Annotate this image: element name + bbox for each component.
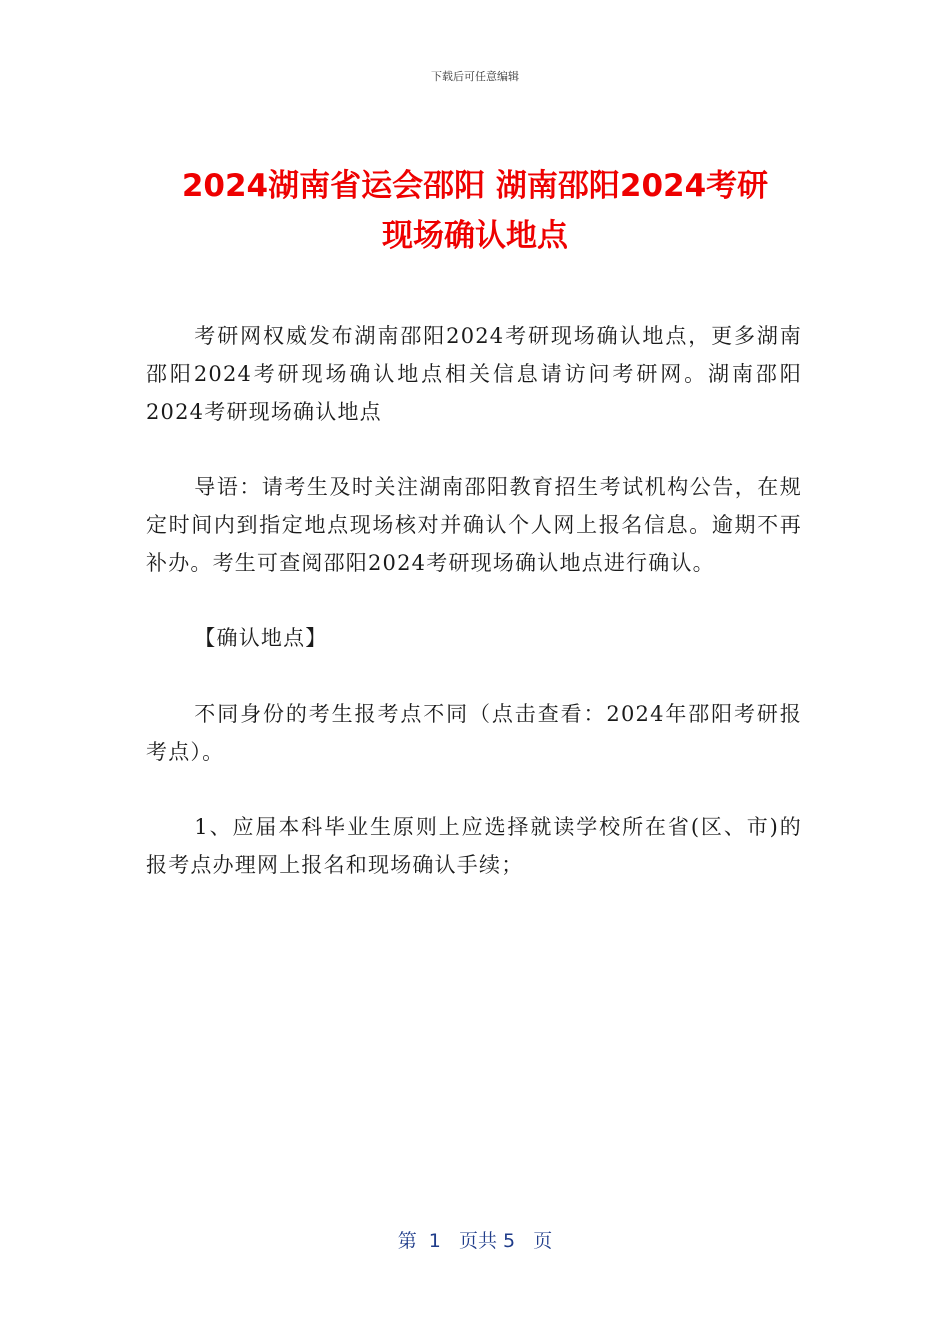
paragraph-exam-points: 不同身份的考生报考点不同（点击查看：2024年邵阳考研报考点）。 xyxy=(146,701,802,764)
document-title xyxy=(120,161,830,261)
download-note: 下载后可任意编辑 xyxy=(431,70,519,83)
document-body xyxy=(146,318,802,885)
paragraph-intro: 考研网权威发布湖南邵阳2024考研现场确认地点，更多湖南邵阳2024考研现场确认地点相关信息请访问考研网。湖南邵阳2024考研现场确认地点 xyxy=(146,324,802,424)
title-line-2: 现场确认地点 xyxy=(382,217,568,254)
paragraph-guide: 导语：请考生及时关注湖南邵阳教育招生考试机构公告，在规定时间内到指定地点现场核对并确认个人网上报名信息。逾期不再补办。考生可查阅邵阳2024考研现场确认地点进行确认。 xyxy=(146,475,802,575)
section-heading-location: 【确认地点】 xyxy=(194,626,328,651)
paragraph-item-1: 1、应届本科毕业生原则上应选择就读学校所在省(区、市)的报考点办理网上报名和现场确认手续； xyxy=(146,815,802,878)
page-footer: 第 1 页共 5 页 xyxy=(397,1230,553,1252)
title-line-1: 2024湖南省运会邵阳 湖南邵阳2024考研 xyxy=(181,167,769,204)
